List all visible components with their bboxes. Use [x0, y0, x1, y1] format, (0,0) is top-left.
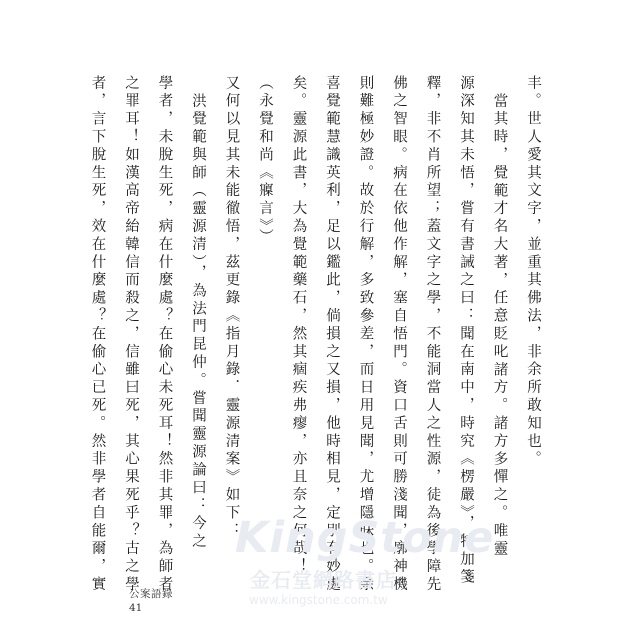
text-column: 源深知其未悟，嘗有書誡之曰：聞在南中，時究《楞嚴》，特加箋 [458, 75, 474, 587]
text-column: 丰。世人愛其文字，並重其佛法，非余所敢知也。 [525, 75, 541, 469]
text-column: 矣。靈源此書，大為覺範藥石，然其痼疾弗瘳，亦且奈之何哉！ [290, 75, 307, 577]
text-column: 學者，未脫生死，病在什麼處？在偷心未死耳！然非其罪，為師者 [156, 75, 173, 595]
watermark-url: www.kingstone.com.tw [249, 593, 388, 607]
watermark-logo-text: KingStone [235, 513, 495, 563]
text-column: 者，言下脫生死，效在什麼處？在偷心已死。然非學者自能爾，實 [89, 75, 106, 595]
text-column: 又何以見其未能徹悟，茲更錄《指月錄．靈源清案》如下： [223, 75, 240, 541]
text-column: （永覺和尚《寱言》） [257, 75, 273, 247]
text-column: 洪覺範與師（靈源清），為法門昆仲。嘗聞靈源論曰：今之 [190, 93, 206, 552]
text-column: 則難極妙證。故於行解，多致參差，而日用見聞，尤增隱昧也。余 [357, 75, 374, 595]
footer-book-title: 公案語錄 [129, 588, 173, 600]
text-column: 喜覺範慧識英利，足以鑑此，倘損之又損，他時相見，定別有妙處 [324, 75, 340, 595]
text-column: 之罪耳！如漢高帝紿韓信而殺之，信雖曰死，其心果死乎？古之學 [123, 75, 139, 595]
text-column: 當其時，覺範才名大著，任意貶叱諸方。諸方多憚之。唯靈 [491, 93, 508, 559]
text-column: 佛之智眼。病在依他作解，塞自悟門。資口舌則可勝淺聞，廓神機 [391, 75, 407, 595]
text-column: 釋，非不肖所望；蓋文字之學，不能洞當人之性源，徒為後學障先 [424, 75, 441, 595]
watermark-chinese-text: 金石堂網路書店 [250, 568, 397, 592]
footer-page-number: 41 [129, 602, 143, 614]
